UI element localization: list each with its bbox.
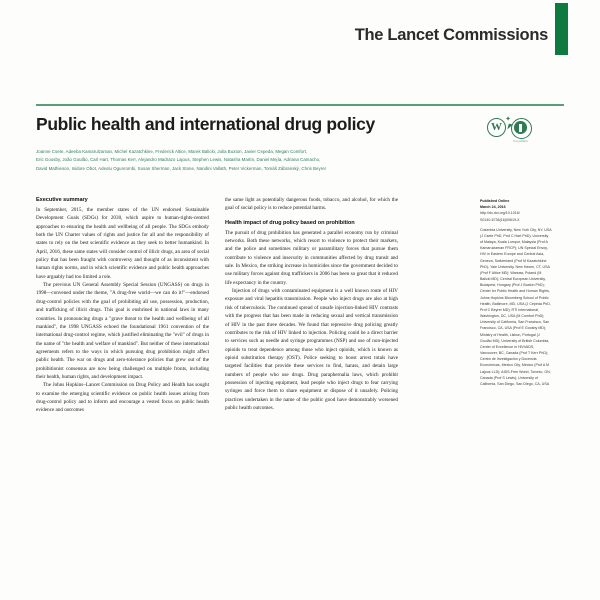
masthead <box>0 0 600 66</box>
crossmark-icon[interactable] <box>511 118 530 144</box>
publication-info <box>480 198 552 223</box>
title-divider-rule <box>36 104 564 106</box>
paragraph-continuation: the same light as potentially dangerous foods, tobacco, and alcohol, for which the goal of social policy is to reduce potential harms. <box>225 197 398 212</box>
wellcome-letter: W <box>491 121 502 133</box>
author-list <box>36 148 468 173</box>
paragraph: The Johns Hopkins–Lancet Commission on Drug Policy and Health has sought to examine the emerging scientific evidence on public health issues arising from drug-control policy and to inform and encourage a vested focus on public health evidence and outcomes <box>36 382 209 414</box>
paragraph: The previous UN General Assembly Special Session (UNGASS) on drugs in 1998—convened under the theme, "A drug-free world—we can do it!"—endorsed drug-control policies with the goal of prohibiting all use, possession, production, and trafficking of illicit drugs. This goal is enshrined in national laws in many countries. In pronouncing drugs a "grave threat to the health and wellbeing of all mankind", the 1998 UNGASS echoed the foundational 1961 convention of the international drug-control regime, which justified eliminating the "evil" of drugs in the name of "the health and welfare of mankind". But neither of these international agreements refers to the ways in which pursuing drug prohibition might affect public health. The war on drugs and zero-tolerance policies that grew out of the prohibitionist consensus are now being challenged on multiple fronts, including their health, human rights, and development impact. <box>36 282 209 380</box>
crossmark-bar <box>519 124 521 132</box>
wellcome-open-access-icon[interactable] <box>487 115 511 137</box>
paragraph: Injection of drugs with contaminated equipment is a well known route of HIV exposure and viral hepatitis transmission. People who inject drugs are also at high risk of tuberculosis. The continued spread of unsafe injection-linked HIV contrasts with the progress that has been made in reducing sexual and vertical transmission of HIV in the past three decades. We found that repressive drug policing greatly contributes to the risk of HIV linked to injection. Policing could be a direct barrier to services such as needle and syringe programmes (NSP) and use of non-injected opioids to treat dependence among those who inject opioids, which is known as opioid substitution therapy (OST). Police seeking to boost arrest totals have targeted facilities that provide these services to find, harass, and detain large numbers of people who use drugs. Drug paraphernalia laws, which prohibit possession of injecting equipment, lead people who inject drugs to fear carrying syringes and force them to share equipment or dispose of it unsafely. Policing practices undertaken in the name of the public good have demonstrably worsened public health outcomes. <box>225 288 398 411</box>
health-impact-heading: Health impact of drug policy based on prohibition <box>225 219 355 226</box>
doi-line-1[interactable]: http://dx.doi.org/10.1016/ <box>480 211 520 216</box>
sparkle-icon: ✦ <box>505 115 511 123</box>
published-online-label: Published Online <box>480 199 510 203</box>
crossmark-caption: CrossMark <box>513 138 528 143</box>
paragraph: The pursuit of drug prohibition has generated a parallel economy run by criminal networks. Both these networks, which resort to violence to protect their markets, and the police and sometimes military or paramilitary forces that pursue them contribute to violence and insecurity in communities affected by drug transit and sale. In Mexico, the striking increase in homicides since the government decided to use military forces against drug traffickers in 2006 has been so great that it reduced life expectancy in the country. <box>225 229 398 286</box>
logo-group <box>487 115 530 144</box>
affiliations-text: Columbia University, New York City, NY, USA (J Csete PhD, Prof C Hart PhD); University of Malaya, Kuala Lumpur, Malaysia (Prof A Kamarulzaman FRCP); UN Special Envoy, HIV in Eastern Europe and Central Asia, Geneva, Switzerland (Prof M Kazatchkine PhD); Yale University, New Haven, CT, USA (Prof F Altice MD); Warsaw, Poland (M Balicki MD); Central European University, Budapest, Hungary (Prof J Buxton PhD); Center for Public Health and Human Rights, Johns Hopkins Bloomberg School of Public Health, Baltimore, MD, USA (J Cepeda PhD, Prof C Beyrer MD); RTI International, Washington, DC, USA (M Comfort PhD); University of California, San Francisco, San Francisco, CA, USA (Prof E Goosby MD); Ministry of Health, Lisbon, Portugal (J Goulão MD); University of British Columbia, Center of Excellence in HIV/AIDS, Vancouver, BC, Canada (Prof T Kerr PhD); Centro de Investigación y Docencia Económicas, Mexico City, Mexico (Prof A M Lajous LLD); AIDS-Free World, Toronto, ON, Canada (Prof S Lewis); University of California, San Diego, San Diego, CA, USA <box>480 227 552 386</box>
author-line: David Mathieson, Isidore Obot, Adeolu Ogunrombi, Susan Sherman, Jack Stone, Nandini Vallath, Peter Vickerman, Tomáš Zábranský, Chris Beyrer <box>36 165 327 171</box>
doi-line-2[interactable]: S0140-6736(16)00619-X <box>480 217 520 222</box>
masthead-green-bar <box>555 3 568 55</box>
author-line: Eric Goosby, João Goulão, Carl Hart, Thomas Kerr, Alejandro Madrazo Lajous, Stephen Lewis, Natasha Martin, Daniel Mejía, Adriana Camacho, <box>36 157 321 163</box>
paragraph: In September, 2015, the member states of the UN endorsed Sustainable Development Goals (SDGs) for 2030, which aspire to human-rights-centred approaches to ensuring the health and wellbeing of all people. The SDGs embody both the UN Charter values of rights and justice for all and the responsibility of states to rely on the best scientific evidence as they seek to better humankind. In April, 2016, these same states will consider control of illicit drugs, an area of social policy that has been fraught with controversy and thought of as inconsistent with human rights norms, and in which scientific evidence and public health approaches have arguably had too limited a role. <box>36 207 209 280</box>
body-column-right <box>225 196 398 600</box>
executive-summary-heading: Executive summary <box>36 197 88 203</box>
author-line: Joanne Csete, Adeeba Kamarulzaman, Michel Kazatchkine, Frederick Altice, Marek Balicki, Julia Buxton, Javier Cepeda, Megan Comfort, <box>36 149 308 154</box>
body-column-left <box>36 196 209 600</box>
masthead-title: The Lancet Commissions <box>354 26 548 44</box>
published-date: March 24, 2016 <box>480 205 506 210</box>
publication-sidebar <box>480 198 552 600</box>
page-title: Public health and international drug policy <box>36 114 375 134</box>
